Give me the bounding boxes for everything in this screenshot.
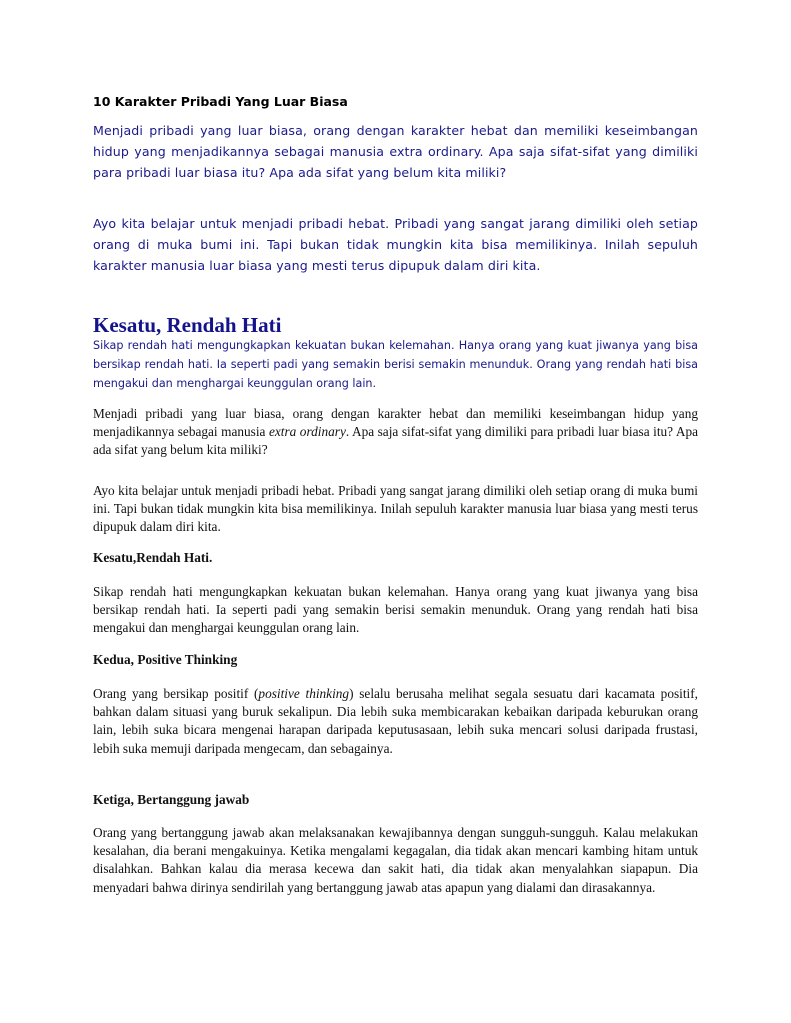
paragraph-bertanggung-jawab: Orang yang bertanggung jawab akan melaksanakan kewajibannya dengan sungguh-sungguh. Kalau melakukan kesalahan, dia berani mengakuinya. Ketika mengalami kegagalan, dia tidak akan mencari kambing hitam untuk disalahkan. Bahkan kalau dia merasa kecewa dan sakit hati, dia tidak akan menyalahkan siapapun. Dia menyadari bahwa dirinya sendirilah yang bertanggung jawab atas apapun yang dialami dan dirasakannya. [93, 825, 698, 895]
document-title: 10 Karakter Pribadi Yang Luar Biasa [93, 94, 348, 109]
subheading-ketiga: Ketiga, Bertanggung jawab [93, 792, 250, 807]
section-kesatu-text: Sikap rendah hati mengungkapkan kekuatan bukan kelemahan. Hanya orang yang kuat jiwanya yang bisa bersikap rendah hati. Ia seperti padi yang semakin berisi semakin menunduk. Orang yang rendah hati bisa mengakui dan menghargai keunggulan orang lain. [93, 339, 698, 390]
paragraph-rendah-hati: Sikap rendah hati mengungkapkan kekuatan bukan kelemahan. Hanya orang yang kuat jiwanya yang bisa bersikap rendah hati. Ia seperti padi yang semakin berisi semakin menunduk. Orang yang rendah hati bisa mengakui dan menghargai keunggulan orang lain. [93, 584, 698, 636]
section-heading-kesatu: Kesatu, Rendah Hati [93, 313, 282, 337]
subheading-kesatu: Kesatu,Rendah Hati. [93, 550, 213, 565]
body-paragraph-1: Menjadi pribadi yang luar biasa, orang dengan karakter hebat dan memiliki keseimbangan hidup yang menjadikannya sebagai manusia extra ordinary. Apa saja sifat-sifat yang dimiliki para pribadi luar biasa itu? Apa ada sifat yang belum kita miliki? [93, 406, 698, 458]
intro-paragraph-1: Menjadi pribadi yang luar biasa, orang dengan karakter hebat dan memiliki keseimbangan hidup yang menjadikannya sebagai manusia extra ordinary. Apa saja sifat-sifat yang dimiliki para pribadi luar biasa itu? Apa ada sifat yang belum kita miliki? [93, 123, 698, 180]
paragraph-positive-thinking: Orang yang bersikap positif (positive thinking) selalu berusaha melihat segala sesuatu dari kacamata positif, bahkan dalam situasi yang buruk sekalipun. Dia lebih suka membicarakan kebaikan daripada keburukan orang lain, lebih suka bicara mengenai harapan daripada keputusasaan, lebih suka mencari solusi daripada frustasi, lebih suka memuji daripada mengecam, dan sebagainya. [93, 686, 698, 756]
intro-paragraph-2: Ayo kita belajar untuk menjadi pribadi hebat. Pribadi yang sangat jarang dimiliki oleh setiap orang di muka bumi ini. Tapi bukan tidak mungkin kita bisa memilikinya. Inilah sepuluh karakter manusia luar biasa yang mesti terus dipupuk dalam diri kita. [93, 216, 698, 273]
subheading-kedua: Kedua, Positive Thinking [93, 652, 238, 667]
body-paragraph-2: Ayo kita belajar untuk menjadi pribadi hebat. Pribadi yang sangat jarang dimiliki oleh setiap orang di muka bumi ini. Tapi bukan tidak mungkin kita bisa memilikinya. Inilah sepuluh karakter manusia luar biasa yang mesti terus dipupuk dalam diri kita. [93, 483, 698, 535]
